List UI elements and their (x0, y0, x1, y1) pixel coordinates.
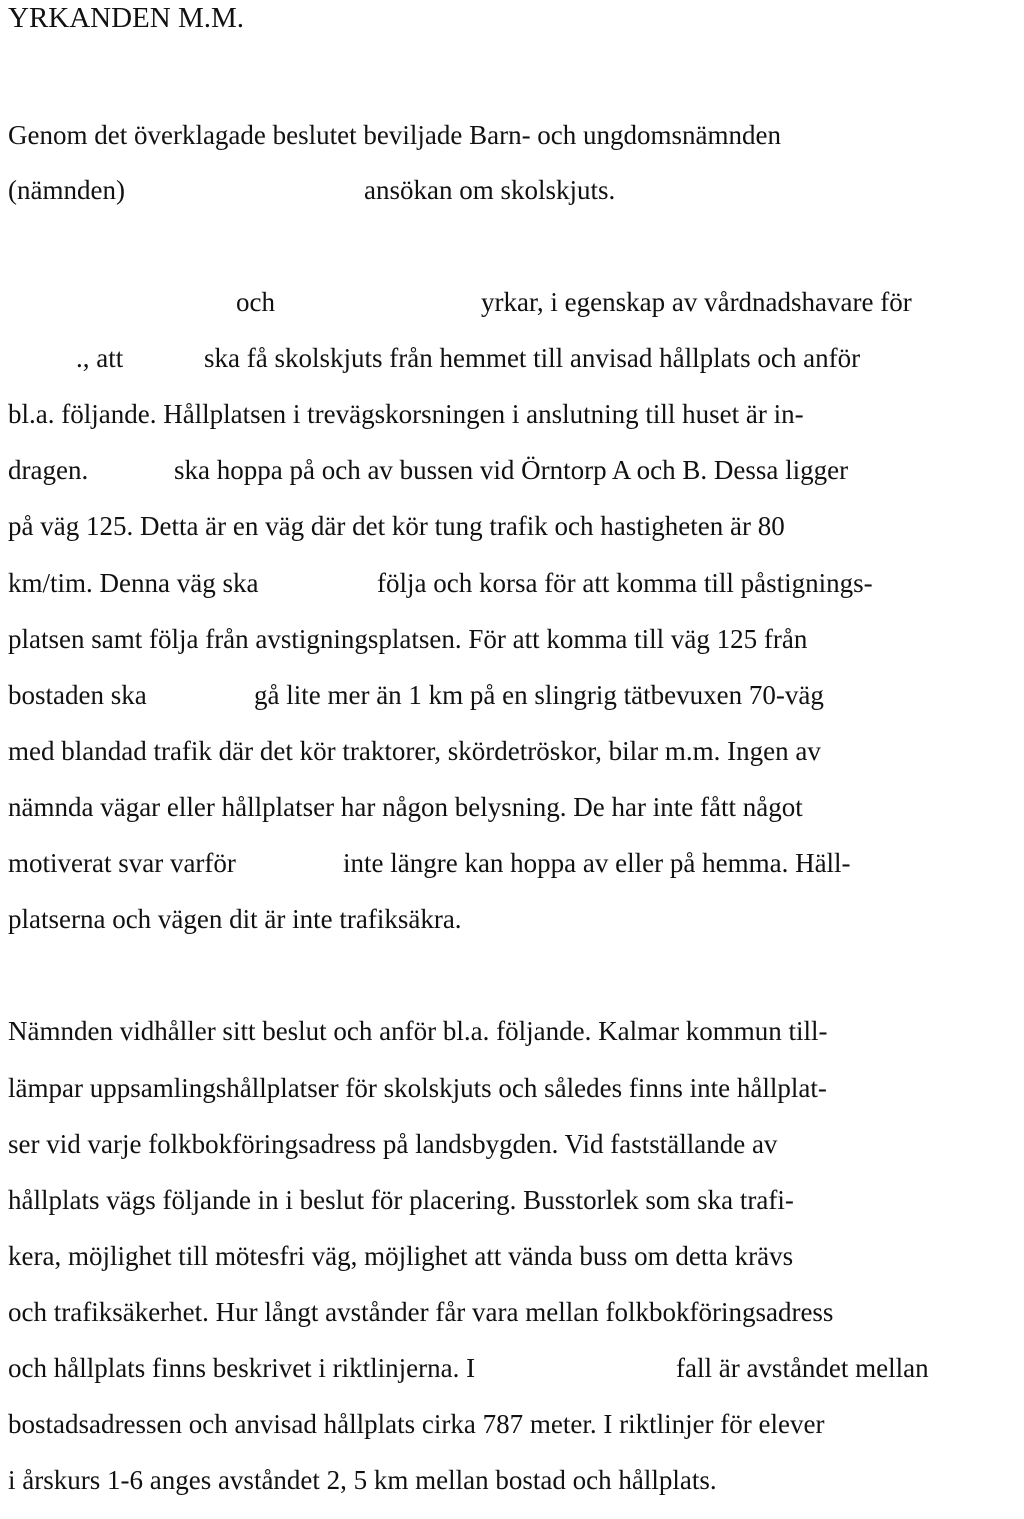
section-heading: YRKANDEN M.M. (8, 2, 245, 34)
paragraph-2-line-7: platsen samt följa från avstigningsplatsen. För att komma till väg 125 från (8, 624, 808, 654)
paragraph-2-line-1-start: och (236, 287, 275, 317)
paragraph-1-line-2-end: ansökan om skolskjuts. (364, 175, 616, 205)
paragraph-2-line-4-start: dragen. (8, 455, 89, 485)
paragraph-2-line-5: på väg 125. Detta är en väg där det kör tung trafik och hastigheten är 80 (8, 511, 785, 541)
paragraph-2-line-2-start: ., att (76, 343, 124, 373)
paragraph-3-line-2: lämpar uppsamlingshållplatser för skolskjuts och således finns inte hållplat- (8, 1073, 827, 1103)
paragraph-1-line-1: Genom det överklagade beslutet beviljade Barn- och ungdomsnämnden (8, 120, 782, 150)
paragraph-3-line-9: i årskurs 1-6 anges avståndet 2, 5 km mellan bostad och hållplats. (8, 1465, 717, 1495)
paragraph-3-line-1: Nämnden vidhåller sitt beslut och anför bl.a. följande. Kalmar kommun till- (8, 1016, 828, 1046)
paragraph-2-line-12: platserna och vägen dit är inte trafiksäkra. (8, 904, 462, 934)
paragraph-3-line-3: ser vid varje folkbokföringsadress på landsbygden. Vid fastställande av (8, 1129, 778, 1159)
paragraph-2-line-8-end: gå lite mer än 1 km på en slingrig tätbevuxen 70-väg (254, 680, 824, 710)
paragraph-3-line-7-start: och hållplats finns beskrivet i riktlinjerna. I (8, 1353, 476, 1383)
paragraph-3-line-7-end: fall är avståndet mellan (676, 1353, 929, 1383)
paragraph-2-line-8-start: bostaden ska (8, 680, 147, 710)
paragraph-3-line-4: hållplats vägs följande in i beslut för placering. Busstorlek som ska trafi- (8, 1185, 794, 1215)
paragraph-1-line-2-start: (nämnden) (8, 175, 125, 205)
paragraph-2-line-10: nämnda vägar eller hållplatser har någon belysning. De har inte fått något (8, 792, 803, 822)
paragraph-2-line-1-end: yrkar, i egenskap av vårdnadshavare för (481, 287, 912, 317)
paragraph-3-line-5: kera, möjlighet till mötesfri väg, möjlighet att vända buss om detta krävs (8, 1241, 794, 1271)
paragraph-2-line-2-end: ska få skolskjuts från hemmet till anvisad hållplats och anför (204, 343, 861, 373)
paragraph-2-line-11-end: inte längre kan hoppa av eller på hemma. Häll- (343, 848, 851, 878)
paragraph-3-line-6: och trafiksäkerhet. Hur långt avstånder får vara mellan folkbokföringsadress (8, 1297, 834, 1327)
paragraph-3-line-8: bostadsadressen och anvisad hållplats cirka 787 meter. I riktlinjer för elever (8, 1409, 825, 1439)
paragraph-2-line-3: bl.a. följande. Hållplatsen i trevägskorsningen i anslutning till huset är in- (8, 399, 804, 429)
paragraph-2-line-4-end: ska hoppa på och av bussen vid Örntorp A och B. Dessa ligger (174, 455, 849, 485)
paragraph-2-line-9: med blandad trafik där det kör traktorer, skördetröskor, bilar m.m. Ingen av (8, 736, 821, 766)
paragraph-2-line-6-start: km/tim. Denna väg ska (8, 568, 259, 598)
paragraph-2-line-11-start: motiverat svar varför (8, 848, 236, 878)
paragraph-2-line-6-end: följa och korsa för att komma till påstignings- (377, 568, 873, 598)
